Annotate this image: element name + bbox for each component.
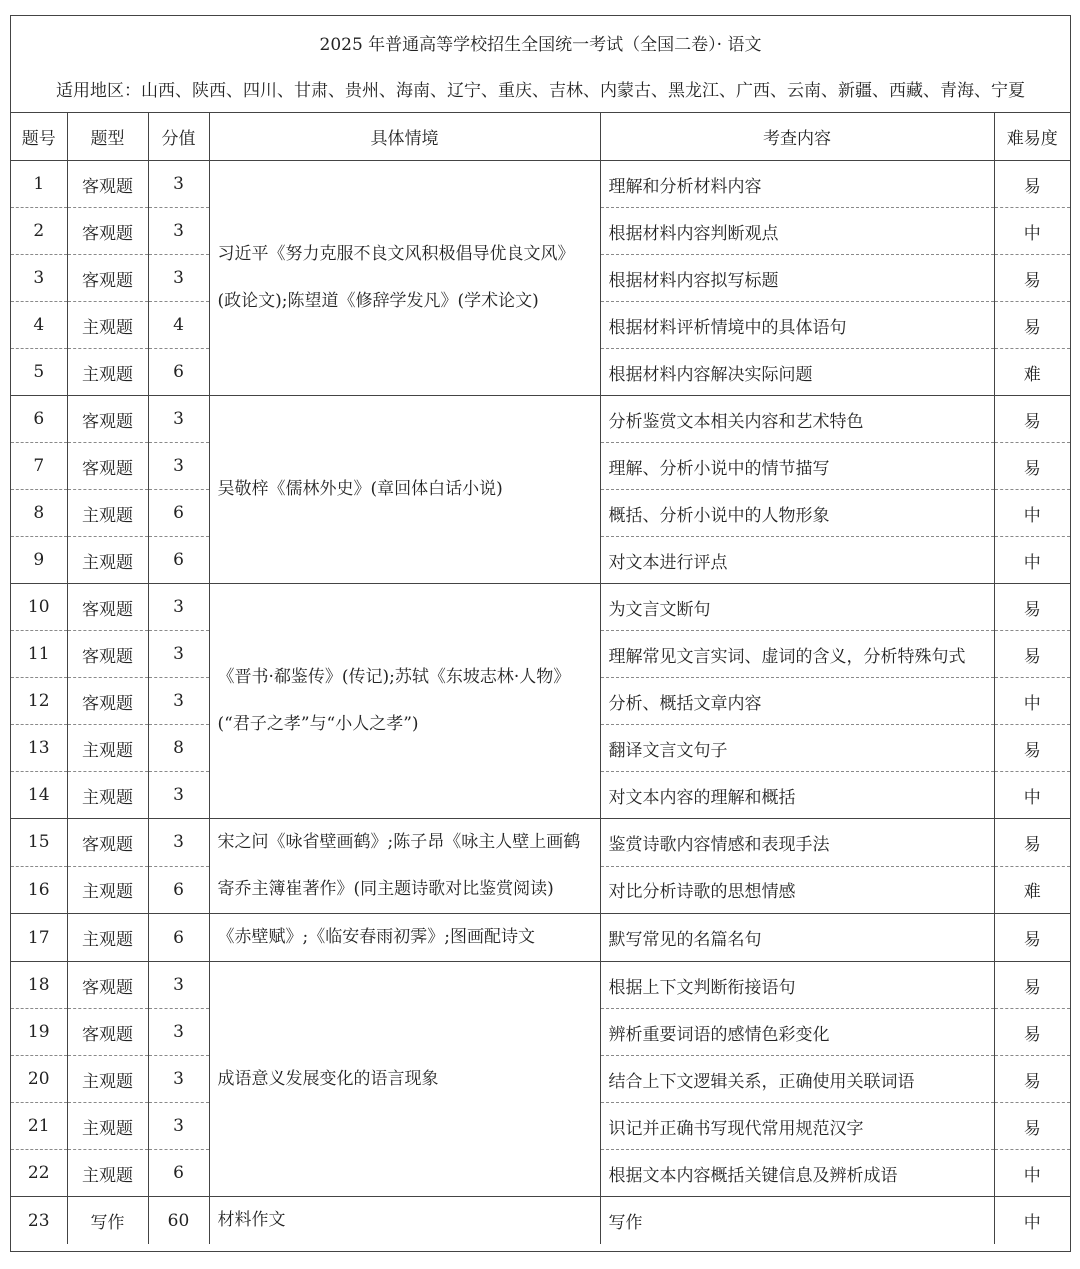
question-number: 4 xyxy=(11,302,67,349)
question-number: 20 xyxy=(11,1056,67,1103)
context-cell xyxy=(209,914,600,962)
table-row xyxy=(11,584,1070,631)
assessment-content: 根据材料内容拟写标题 xyxy=(600,255,994,302)
difficulty-level: 中 xyxy=(1023,1213,1041,1233)
difficulty-level: 易 xyxy=(994,725,1070,772)
difficulty-level: 中 xyxy=(994,772,1070,819)
assessment-content: 根据材料内容判断观点 xyxy=(600,208,994,255)
question-number: 10 xyxy=(11,584,67,631)
sheet-header xyxy=(11,16,1070,112)
assessment-content: 结合上下文逻辑关系，正确使用关联词语 xyxy=(600,1056,994,1103)
header-assessment-content: 考查内容 xyxy=(600,113,994,161)
difficulty-level: 易 xyxy=(994,631,1070,678)
assessment-content: 根据上下文判断衔接语句 xyxy=(600,962,994,1009)
question-type: 主观题 xyxy=(67,866,148,914)
question-type: 客观题 xyxy=(67,161,148,208)
table-row xyxy=(11,396,1070,443)
assessment-content: 分析、概括文章内容 xyxy=(600,678,994,725)
context-cell xyxy=(209,1197,600,1245)
question-score: 3 xyxy=(148,1103,209,1150)
question-score: 6 xyxy=(148,866,209,914)
assessment-content: 辨析重要词语的感情色彩变化 xyxy=(600,1009,994,1056)
question-type: 客观题 xyxy=(67,631,148,678)
context-text: 吴敬梓《儒林外史》(章回体白话小说) xyxy=(217,479,503,499)
difficulty-level: 易 xyxy=(994,302,1070,349)
question-number: 14 xyxy=(11,772,67,819)
difficulty-level: 中 xyxy=(994,208,1070,255)
question-score: 3 xyxy=(148,1056,209,1103)
context-text: 材料作文 xyxy=(217,1210,286,1230)
question-score: 3 xyxy=(148,584,209,631)
assessment-content: 为文言文断句 xyxy=(600,584,994,631)
difficulty-level: 易 xyxy=(994,962,1070,1009)
table-row xyxy=(11,161,1070,208)
question-score: 6 xyxy=(148,490,209,537)
context-cell xyxy=(209,584,600,819)
question-number: 18 xyxy=(11,962,67,1009)
question-type: 客观题 xyxy=(67,584,148,631)
exam-analysis-sheet xyxy=(10,15,1071,1252)
question-number: 17 xyxy=(11,914,67,962)
question-score: 6 xyxy=(148,914,209,962)
question-score: 3 xyxy=(148,962,209,1009)
difficulty-level: 中 xyxy=(994,1150,1070,1197)
context-text: 《赤壁赋》;《临安春雨初霁》;图画配诗文 xyxy=(217,927,535,947)
assessment-content: 翻译文言文句子 xyxy=(600,725,994,772)
difficulty-level: 易 xyxy=(994,255,1070,302)
question-score: 8 xyxy=(148,725,209,772)
header-score: 分值 xyxy=(148,113,209,161)
table-row xyxy=(11,914,1070,962)
question-number: 19 xyxy=(11,1009,67,1056)
difficulty-level: 难 xyxy=(994,349,1070,396)
question-number: 15 xyxy=(11,819,67,867)
assessment-content: 识记并正确书写现代常用规范汉字 xyxy=(600,1103,994,1150)
question-score: 3 xyxy=(148,631,209,678)
question-type: 主观题 xyxy=(67,537,148,584)
question-number: 5 xyxy=(11,349,67,396)
question-score: 3 xyxy=(148,396,209,443)
question-score: 3 xyxy=(148,443,209,490)
question-number: 1 xyxy=(11,161,67,208)
question-type: 主观题 xyxy=(67,490,148,537)
table-row xyxy=(11,1197,1070,1245)
question-type: 主观题 xyxy=(67,349,148,396)
table-header-row xyxy=(11,113,1070,161)
question-type: 主观题 xyxy=(67,772,148,819)
question-score: 3 xyxy=(148,161,209,208)
table-row xyxy=(11,962,1070,1009)
difficulty-level: 难 xyxy=(994,866,1070,914)
question-number: 8 xyxy=(11,490,67,537)
question-number: 12 xyxy=(11,678,67,725)
question-score: 6 xyxy=(148,1150,209,1197)
question-type: 客观题 xyxy=(67,208,148,255)
difficulty-level: 易 xyxy=(994,1009,1070,1056)
context-text: 成语意义发展变化的语言现象 xyxy=(217,1068,439,1089)
context-text: 《晋书·郗鉴传》(传记);苏轼《东坡志林·人物》(“君子之孝”与“小人之孝”) xyxy=(217,667,571,734)
difficulty-level: 易 xyxy=(994,396,1070,443)
question-table-body xyxy=(11,113,1070,1245)
question-type: 客观题 xyxy=(67,396,148,443)
context-cell xyxy=(209,962,600,1197)
assessment-content: 对文本进行评点 xyxy=(600,537,994,584)
assessment-content: 鉴赏诗歌内容情感和表现手法 xyxy=(600,819,994,867)
question-type: 写作 xyxy=(67,1197,148,1245)
question-score: 3 xyxy=(148,208,209,255)
assessment-content: 概括、分析小说中的人物形象 xyxy=(600,490,994,537)
question-number: 21 xyxy=(11,1103,67,1150)
question-score: 3 xyxy=(148,678,209,725)
difficulty-level: 易 xyxy=(994,443,1070,490)
question-score: 3 xyxy=(148,772,209,819)
question-number: 3 xyxy=(11,255,67,302)
difficulty-level: 易 xyxy=(994,819,1070,867)
header-context: 具体情境 xyxy=(209,113,600,161)
difficulty-level: 易 xyxy=(994,1056,1070,1103)
assessment-content: 根据材料内容解决实际问题 xyxy=(600,349,994,396)
assessment-content: 根据材料评析情境中的具体语句 xyxy=(600,302,994,349)
question-type: 客观题 xyxy=(67,962,148,1009)
difficulty-level: 易 xyxy=(994,914,1070,962)
question-type: 主观题 xyxy=(67,1150,148,1197)
assessment-content: 理解常见文言实词、虚词的含义，分析特殊句式 xyxy=(600,631,994,678)
question-type: 主观题 xyxy=(67,302,148,349)
question-score: 3 xyxy=(148,1009,209,1056)
header-difficulty: 难易度 xyxy=(994,113,1070,161)
assessment-content: 根据文本内容概括关键信息及辨析成语 xyxy=(600,1150,994,1197)
question-number: 11 xyxy=(11,631,67,678)
context-text: 习近平《努力克服不良文风积极倡导优良文风》(政论文);陈望道《修辞学发凡》(学术论文) xyxy=(217,244,575,311)
question-score: 6 xyxy=(148,349,209,396)
question-type: 主观题 xyxy=(67,725,148,772)
question-type: 主观题 xyxy=(67,1056,148,1103)
header-question-number: 题号 xyxy=(11,113,67,161)
difficulty-level: 易 xyxy=(994,584,1070,631)
question-type: 客观题 xyxy=(67,255,148,302)
assessment-content: 对比分析诗歌的思想情感 xyxy=(600,866,994,914)
question-number: 23 xyxy=(11,1197,67,1245)
question-number: 7 xyxy=(11,443,67,490)
assessment-content: 分析鉴赏文本相关内容和艺术特色 xyxy=(600,396,994,443)
question-type: 主观题 xyxy=(67,914,148,962)
difficulty-level: 中 xyxy=(994,678,1070,725)
question-number: 22 xyxy=(11,1150,67,1197)
question-number: 6 xyxy=(11,396,67,443)
context-cell xyxy=(209,161,600,396)
question-score: 3 xyxy=(148,255,209,302)
question-score: 4 xyxy=(148,302,209,349)
table-row xyxy=(11,819,1070,867)
question-type: 客观题 xyxy=(67,678,148,725)
assessment-content: 默写常见的名篇名句 xyxy=(600,914,994,962)
question-number: 9 xyxy=(11,537,67,584)
difficulty-level: 易 xyxy=(994,1103,1070,1150)
question-score: 6 xyxy=(148,537,209,584)
question-type: 客观题 xyxy=(67,1009,148,1056)
question-number: 2 xyxy=(11,208,67,255)
difficulty-level: 易 xyxy=(994,161,1070,208)
assessment-content: 理解和分析材料内容 xyxy=(600,161,994,208)
difficulty-level: 中 xyxy=(994,537,1070,584)
applicable-regions: 适用地区：山西、陕西、四川、甘肃、贵州、海南、辽宁、重庆、吉林、内蒙古、黑龙江、广西、云南、新疆、西藏、青海、宁夏 xyxy=(56,81,1025,101)
question-number: 16 xyxy=(11,866,67,914)
question-score: 3 xyxy=(148,819,209,867)
difficulty-level: 中 xyxy=(994,490,1070,537)
assessment-content: 对文本内容的理解和概括 xyxy=(600,772,994,819)
question-type: 客观题 xyxy=(67,819,148,867)
question-table xyxy=(11,112,1070,1244)
question-number: 13 xyxy=(11,725,67,772)
context-text: 宋之问《咏省壁画鹤》;陈子昂《咏主人壁上画鹤寄乔主簿崔著作》(同主题诗歌对比鉴赏阅读) xyxy=(217,832,581,899)
context-cell xyxy=(209,819,600,914)
header-question-type: 题型 xyxy=(67,113,148,161)
assessment-content: 写作 xyxy=(600,1197,994,1245)
question-type: 客观题 xyxy=(67,443,148,490)
question-score: 60 xyxy=(148,1197,209,1245)
assessment-content: 理解、分析小说中的情节描写 xyxy=(600,443,994,490)
question-type: 主观题 xyxy=(67,1103,148,1150)
context-cell xyxy=(209,396,600,584)
sheet-title: 2025 年普通高等学校招生全国统一考试（全国二卷）· 语文 xyxy=(319,35,762,55)
